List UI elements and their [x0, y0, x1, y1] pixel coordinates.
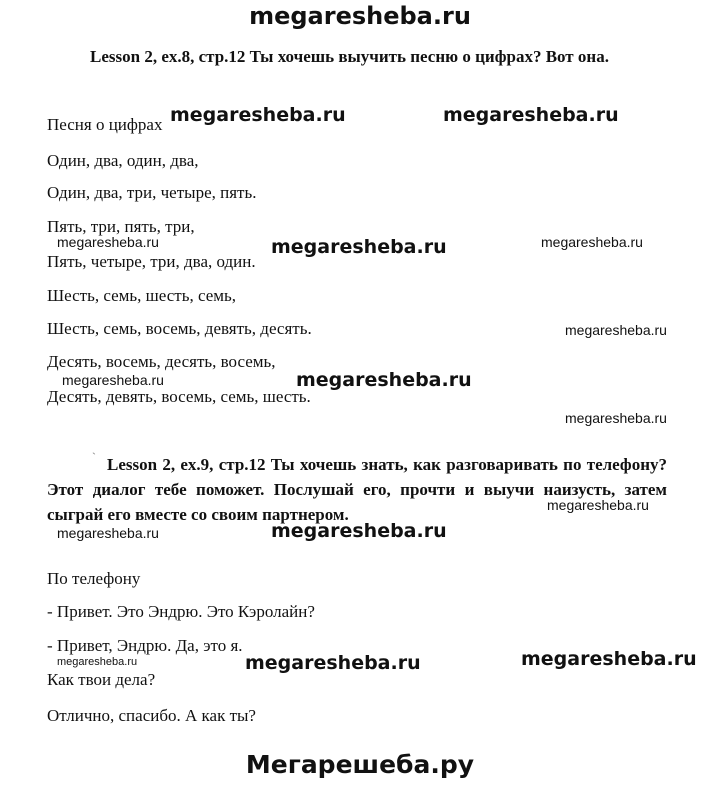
dialog-line: - Привет. Это Эндрю. Это Кэролайн? — [47, 602, 315, 621]
watermark: megaresheba.ru — [170, 104, 346, 126]
dialog-line: - Привет, Эндрю. Да, это я. — [47, 636, 243, 655]
watermark: megaresheba.ru — [57, 525, 159, 541]
song-line: Пять, четыре, три, два, один. — [47, 252, 256, 271]
watermark: megaresheba.ru — [271, 236, 447, 258]
watermark: megaresheba.ru — [521, 648, 697, 670]
watermark: megaresheba.ru — [443, 104, 619, 126]
site-footer: Мегарешеба.ру — [245, 750, 475, 779]
song-line: Десять, восемь, десять, восемь, — [47, 352, 276, 371]
song-title: Песня о цифрах — [47, 115, 163, 134]
dialog-line: Отлично, спасибо. А как ты? — [47, 706, 256, 725]
watermark: megaresheba.ru — [541, 234, 643, 250]
watermark: megaresheba.ru — [547, 497, 649, 513]
watermark: megaresheba.ru — [245, 652, 421, 674]
stray-mark: ˋ — [92, 450, 96, 464]
song-line: Шесть, семь, шесть, семь, — [47, 286, 237, 305]
watermark: megaresheba.ru — [57, 234, 159, 250]
dialog-title: По телефону — [47, 569, 141, 588]
watermark: megaresheba.ru — [296, 369, 472, 391]
site-header: megaresheba.ru — [249, 2, 471, 30]
watermark: megaresheba.ru — [565, 322, 667, 338]
watermark: megaresheba.ru — [565, 410, 667, 426]
watermark: megaresheba.ru — [57, 656, 138, 668]
dialog-line: Как твои дела? — [47, 670, 156, 689]
watermark: megaresheba.ru — [271, 520, 447, 542]
song-line: Шесть, семь, восемь, девять, десять. — [47, 319, 312, 338]
song-line: Один, два, три, четыре, пять. — [47, 183, 257, 202]
lesson9-heading: Lesson 2, ex.9, стр.12 Ты хочешь знать, как разговаривать по телефону? Этот диалог тебе поможет. Послушай его, прочти и выучи наизусть, затем сыграй его вместе со своим партнером. — [47, 455, 667, 524]
song-line: Пять, три, пять, три, — [47, 217, 195, 236]
song-line: Один, два, один, два, — [47, 151, 199, 170]
song-line: Десять, девять, восемь, семь, шесть. — [47, 387, 311, 406]
lesson8-heading: Lesson 2, ex.8, стр.12 Ты хочешь выучить песню о цифрах? Вот она. — [90, 47, 609, 66]
watermark: megaresheba.ru — [62, 372, 164, 388]
